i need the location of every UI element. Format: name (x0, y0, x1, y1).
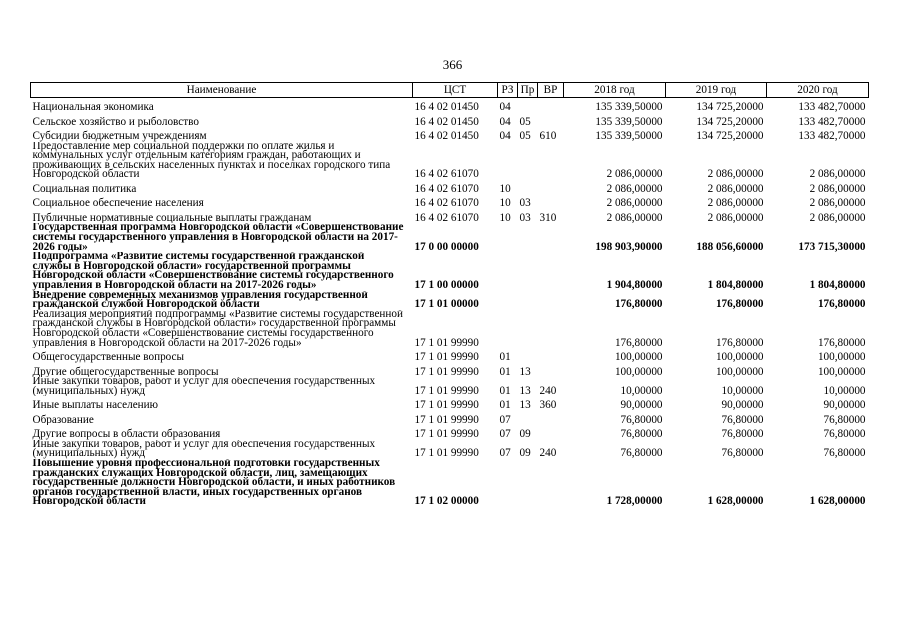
table-row (31, 459, 869, 507)
column-header-cst: ЦСТ (413, 83, 498, 98)
page-number: 366 (442, 57, 463, 72)
cell-cst: 17 1 01 00000 (414, 298, 479, 310)
cell-vr (538, 180, 564, 195)
cell-cst: 16 4 02 61070 (414, 197, 479, 209)
table-header (31, 83, 869, 98)
cell-rz (498, 459, 518, 507)
column-header-vr: ВР (538, 83, 564, 98)
cell-pr (518, 223, 538, 252)
cell-rz: 04 (499, 101, 511, 113)
cell-cst: 17 0 00 00000 (414, 240, 479, 253)
cell-name: Иные выплаты населению (32, 399, 158, 411)
cell-2020: 76,80000 (823, 413, 866, 426)
cell-rz: 10 (499, 182, 511, 195)
cell-vr (538, 459, 564, 507)
column-header-pr: Пр (518, 83, 538, 98)
cell-name: Общегосударственные вопросы (32, 351, 185, 363)
cell-rz: 01 (499, 351, 511, 363)
table-body (31, 98, 869, 507)
cell-2020: 133 482,70000 (798, 115, 866, 127)
cell-cst: 17 1 01 99990 (414, 351, 479, 363)
cell-2020: 76,80000 (823, 428, 866, 440)
cell-2019: 2 086,00000 (707, 197, 764, 209)
cell-2019: 90,00000 (721, 399, 764, 411)
cell-rz: 10 (499, 197, 511, 209)
cell-2019: 2 086,00000 (707, 168, 764, 180)
cell-2019: 134 725,20000 (696, 115, 764, 127)
cell-rz: 07 (499, 428, 511, 440)
cell-2018: 176,80000 (614, 336, 663, 349)
cell-2018: 100,00000 (614, 365, 663, 378)
cell-vr: 360 (539, 399, 557, 411)
cell-pr (518, 291, 538, 310)
table-row (31, 113, 869, 128)
cell-rz: 07 (499, 413, 511, 426)
cell-2020: 1 628,00000 (809, 495, 866, 507)
cell-2019: 134 725,20000 (696, 130, 764, 142)
column-header-2020: 2020 год (767, 83, 869, 98)
cell-cst: 17 1 01 99990 (414, 336, 479, 349)
table-row (31, 252, 869, 290)
cell-vr (538, 411, 564, 426)
table-row (31, 127, 869, 142)
table-row (31, 180, 869, 195)
cell-vr (538, 363, 564, 378)
cell-2018: 10,00000 (620, 384, 663, 397)
cell-2019: 1 804,80000 (707, 279, 764, 291)
table-row (31, 209, 869, 224)
cell-rz (498, 223, 518, 252)
cell-2020: 2 086,00000 (809, 182, 866, 195)
cell-pr: 03 (519, 211, 531, 224)
cell-name: Социальная политика (32, 182, 137, 195)
cell-2020: 76,80000 (823, 447, 866, 459)
cell-2018: 76,80000 (620, 447, 663, 459)
cell-2018: 135 339,50000 (595, 115, 663, 127)
cell-pr: 05 (519, 130, 531, 142)
cell-name: Национальная экономика (32, 101, 154, 113)
column-header-rz: РЗ (498, 83, 518, 98)
cell-name: Другие вопросы в области образования (32, 428, 221, 440)
cell-vr (538, 252, 564, 290)
cell-pr: 05 (519, 115, 531, 127)
cell-pr (518, 348, 538, 363)
table-row (31, 194, 869, 209)
cell-2018: 2 086,00000 (606, 168, 663, 180)
cell-cst: 16 4 02 01450 (414, 101, 479, 113)
cell-2019: 176,80000 (715, 336, 764, 349)
cell-vr (538, 310, 564, 348)
cell-2020: 133 482,70000 (798, 130, 866, 142)
cell-2018: 1 728,00000 (606, 495, 663, 507)
cell-cst: 17 1 01 99990 (414, 384, 479, 397)
cell-2020: 176,80000 (817, 298, 866, 310)
cell-cst: 17 1 01 99990 (414, 399, 479, 411)
cell-cst: 16 4 02 61070 (414, 182, 479, 195)
table-row (31, 142, 869, 180)
cell-vr: 310 (539, 211, 557, 224)
cell-cst: 16 4 02 61070 (414, 168, 479, 180)
cell-vr (538, 194, 564, 209)
table-row (31, 425, 869, 440)
cell-name: Социальное обеспечение населения (32, 197, 204, 209)
cell-cst: 17 1 02 00000 (414, 495, 479, 507)
cell-rz: 01 (499, 384, 511, 397)
cell-2019: 100,00000 (715, 365, 764, 378)
cell-2019: 76,80000 (721, 413, 764, 426)
cell-vr (538, 98, 564, 113)
cell-rz: 10 (499, 211, 511, 224)
cell-2018: 76,80000 (620, 428, 663, 440)
cell-pr: 09 (519, 428, 531, 440)
cell-2018: 2 086,00000 (606, 197, 663, 209)
cell-rz: 07 (499, 447, 511, 459)
cell-name: Подпрограмма «Развитие системы государственной гражданской службы в Новгородской области» государственной программы Новгородской области «Совершенствование системы государственного управления в Новгородской области на 2017-2026 годы» (32, 252, 394, 291)
table-row (31, 411, 869, 426)
cell-2018: 198 903,90000 (595, 240, 663, 253)
budget-table (30, 82, 869, 507)
cell-2018: 76,80000 (620, 413, 663, 426)
table-row (31, 310, 869, 348)
cell-rz (498, 142, 518, 180)
cell-cst: 17 1 01 99990 (414, 447, 479, 459)
cell-2020: 10,00000 (823, 384, 866, 397)
cell-cst: 16 4 02 61070 (414, 211, 479, 224)
cell-pr (518, 142, 538, 180)
cell-2018: 176,80000 (614, 298, 663, 310)
cell-pr (518, 98, 538, 113)
cell-2020: 176,80000 (817, 336, 866, 349)
cell-name: Государственная программа Новгородской области «Совершенствование системы государственного управления в Новгородской области на 2017-2026 годы» (32, 223, 404, 253)
cell-pr: 13 (519, 384, 531, 397)
cell-pr (518, 411, 538, 426)
cell-name: Публичные нормативные социальные выплаты гражданам (32, 211, 312, 224)
cell-name: Иные закупки товаров, работ и услуг для обеспечения государственных (муниципальных) нужд (32, 439, 376, 459)
cell-pr (518, 459, 538, 507)
column-header-2018: 2018 год (564, 83, 666, 98)
cell-pr (518, 180, 538, 195)
cell-rz (498, 310, 518, 348)
cell-rz: 04 (499, 115, 511, 127)
cell-vr: 610 (539, 130, 557, 142)
cell-pr: 09 (519, 447, 531, 459)
cell-vr (538, 223, 564, 252)
table-row (31, 348, 869, 363)
cell-2020: 100,00000 (817, 365, 866, 378)
cell-rz (498, 291, 518, 310)
cell-rz: 01 (499, 365, 511, 378)
cell-2018: 135 339,50000 (595, 101, 663, 113)
column-header-name: Наименование (31, 83, 413, 98)
table-row (31, 377, 869, 396)
cell-2019: 1 628,00000 (707, 495, 764, 507)
cell-name: Субсидии бюджетным учреждениям (32, 130, 207, 142)
cell-2018: 90,00000 (620, 399, 663, 411)
cell-name: Другие общегосударственные вопросы (32, 365, 219, 378)
cell-pr: 03 (519, 197, 531, 209)
column-header-2019: 2019 год (666, 83, 767, 98)
cell-2020: 2 086,00000 (809, 168, 866, 180)
cell-rz (498, 252, 518, 290)
cell-name: Реализация мероприятий подпрограммы «Развитие системы государственной гражданской службы в Новгородской области» государственной программы Новгородской области «Совершенствование системы государственного управления в Новгородской области на 2017-2026 годы» (32, 309, 403, 349)
cell-vr (538, 113, 564, 128)
table-row (31, 291, 869, 310)
cell-pr: 13 (519, 365, 531, 378)
cell-vr: 240 (539, 447, 557, 459)
cell-2018: 100,00000 (614, 351, 663, 363)
cell-2019: 2 086,00000 (707, 182, 764, 195)
table-row (31, 98, 869, 113)
cell-cst: 16 4 02 01450 (414, 130, 479, 142)
cell-cst: 17 1 01 99990 (414, 428, 479, 440)
cell-vr (538, 425, 564, 440)
cell-name: Внедрение современных механизмов управления государственной гражданской службой Новгородской области (32, 290, 368, 310)
cell-2019: 134 725,20000 (696, 101, 764, 113)
cell-2020: 90,00000 (823, 399, 866, 411)
cell-2019: 188 056,60000 (696, 240, 764, 253)
cell-pr (518, 310, 538, 348)
cell-name: Образование (32, 413, 94, 426)
cell-name: Предоставление мер социальной поддержки по оплате жилья и коммунальных услуг отдельным категориям граждан, работающих и проживающих в сельских населенных пунктах и поселках городского типа Новгородской области (32, 141, 391, 180)
cell-2020: 2 086,00000 (809, 197, 866, 209)
cell-name: Иные закупки товаров, работ и услуг для обеспечения государственных (муниципальных) нужд (32, 377, 376, 397)
cell-2019: 176,80000 (715, 298, 764, 310)
cell-2020: 100,00000 (817, 351, 866, 363)
cell-2018: 2 086,00000 (606, 211, 663, 224)
cell-rz: 01 (499, 399, 511, 411)
cell-2020: 2 086,00000 (809, 211, 866, 224)
cell-2019: 10,00000 (721, 384, 764, 397)
cell-2018: 2 086,00000 (606, 182, 663, 195)
cell-name: Сельское хозяйство и рыболовство (32, 115, 199, 127)
cell-2019: 2 086,00000 (707, 211, 764, 224)
cell-2020: 173 715,30000 (798, 240, 866, 253)
table-row (31, 363, 869, 378)
cell-2018: 1 904,80000 (606, 279, 663, 291)
cell-2019: 100,00000 (715, 351, 764, 363)
cell-cst: 16 4 02 01450 (414, 115, 479, 127)
table-row (31, 396, 869, 411)
cell-vr (538, 142, 564, 180)
table-row (31, 223, 869, 252)
cell-2019: 76,80000 (721, 428, 764, 440)
cell-cst: 17 1 01 99990 (414, 413, 479, 426)
cell-vr (538, 348, 564, 363)
cell-pr (518, 252, 538, 290)
cell-vr: 240 (539, 384, 557, 397)
cell-2018: 135 339,50000 (595, 130, 663, 142)
cell-name: Повышение уровня профессиональной подготовки государственных гражданских служащих Новгородской области, лиц, замещающих государственные должности Новгородской области, и иных работников органов государственной власти, иных государственных органов Новгородской области (32, 458, 396, 507)
cell-rz: 04 (499, 130, 511, 142)
table-row (31, 440, 869, 459)
cell-2020: 1 804,80000 (809, 279, 866, 291)
cell-2019: 76,80000 (721, 447, 764, 459)
cell-cst: 17 1 00 00000 (414, 279, 479, 291)
cell-pr: 13 (519, 399, 531, 411)
cell-cst: 17 1 01 99990 (414, 365, 479, 378)
cell-2020: 133 482,70000 (798, 101, 866, 113)
cell-vr (538, 291, 564, 310)
